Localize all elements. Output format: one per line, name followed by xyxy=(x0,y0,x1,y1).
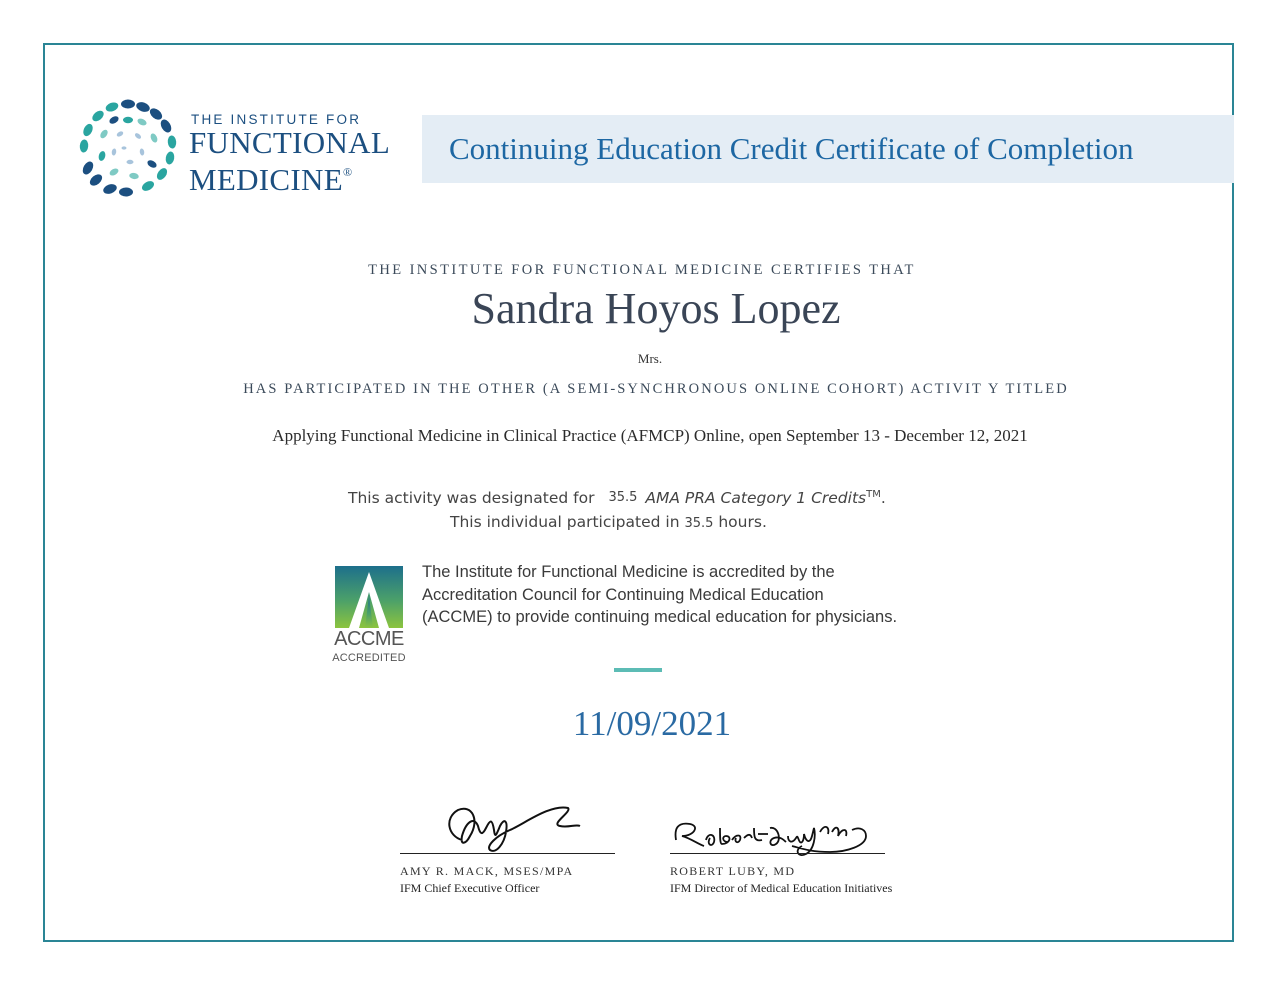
signatory-name: ROBERT LUBY, MD xyxy=(670,864,796,878)
accme-badge xyxy=(331,566,411,666)
ifm-logo-mark-icon xyxy=(78,98,178,198)
accme-badge-subtitle: ACCREDITED xyxy=(332,652,406,664)
accreditation-statement xyxy=(422,561,982,629)
activity-title: Applying Functional Medicine in Clinical Practice (AFMCP) Online, open September 13 - December 12, 2021 xyxy=(272,426,1028,445)
credits-category: AMA PRA Category 1 Credits xyxy=(645,489,867,508)
accent-divider xyxy=(614,668,662,672)
signatory-title: IFM Director of Medical Education Initiatives xyxy=(670,881,893,895)
signatory-name: AMY R. MACK, MSES/MPA xyxy=(400,864,574,878)
credits-participated-prefix: This individual participated in xyxy=(450,513,680,531)
accme-badge-title: ACCME xyxy=(334,628,404,650)
accreditation-line: Accreditation Council for Continuing Medical Education xyxy=(422,585,824,604)
logo-text-functional: FUNCTIONAL xyxy=(189,125,391,160)
logo-text-institute: THE INSTITUTE FOR xyxy=(191,112,362,127)
title-band xyxy=(422,115,1234,183)
logo-text-medicine-word: MEDICINE xyxy=(189,162,343,197)
credits-designated-line xyxy=(348,489,886,507)
certificate-title: Continuing Education Credit Certificate of Completion xyxy=(449,131,1134,166)
logo-text-medicine xyxy=(189,157,352,195)
signatory-title: IFM Chief Executive Officer xyxy=(400,881,540,895)
completion-date: 11/09/2021 xyxy=(572,704,732,743)
accme-mark-icon xyxy=(335,566,403,628)
recipient-honorific: Mrs. xyxy=(637,351,663,366)
recipient-name: Sandra Hoyos Lopez xyxy=(471,284,841,333)
signature-line xyxy=(670,853,885,854)
accreditation-line: The Institute for Functional Medicine is accredited by the xyxy=(422,563,835,581)
credits-participated-line xyxy=(450,513,767,531)
signature-line xyxy=(400,853,615,854)
ifm-logo xyxy=(78,98,408,198)
credits-designated-prefix: This activity was designated for xyxy=(348,489,595,508)
credits-participated-suffix: hours. xyxy=(718,513,767,531)
signature-robert-luby xyxy=(670,800,890,860)
participation-statement: HAS PARTICIPATED IN THE OTHER (A SEMI-SYNCHRONOUS ONLINE COHORT) ACTIVIT Y TITLED xyxy=(243,381,1069,397)
credits-designated-value: 35.5 xyxy=(608,490,638,506)
accreditation-line: (ACCME) to provide continuing medical education for physicians. xyxy=(422,608,898,626)
credits-period: . xyxy=(880,489,886,508)
certifies-statement: THE INSTITUTE FOR FUNCTIONAL MEDICINE CERTIFIES THAT xyxy=(368,262,916,278)
trademark-mark: TM xyxy=(866,489,881,500)
registered-mark: ® xyxy=(342,165,353,179)
signature-amy-mack xyxy=(400,796,620,856)
credits-participated-value: 35.5 xyxy=(684,516,714,531)
